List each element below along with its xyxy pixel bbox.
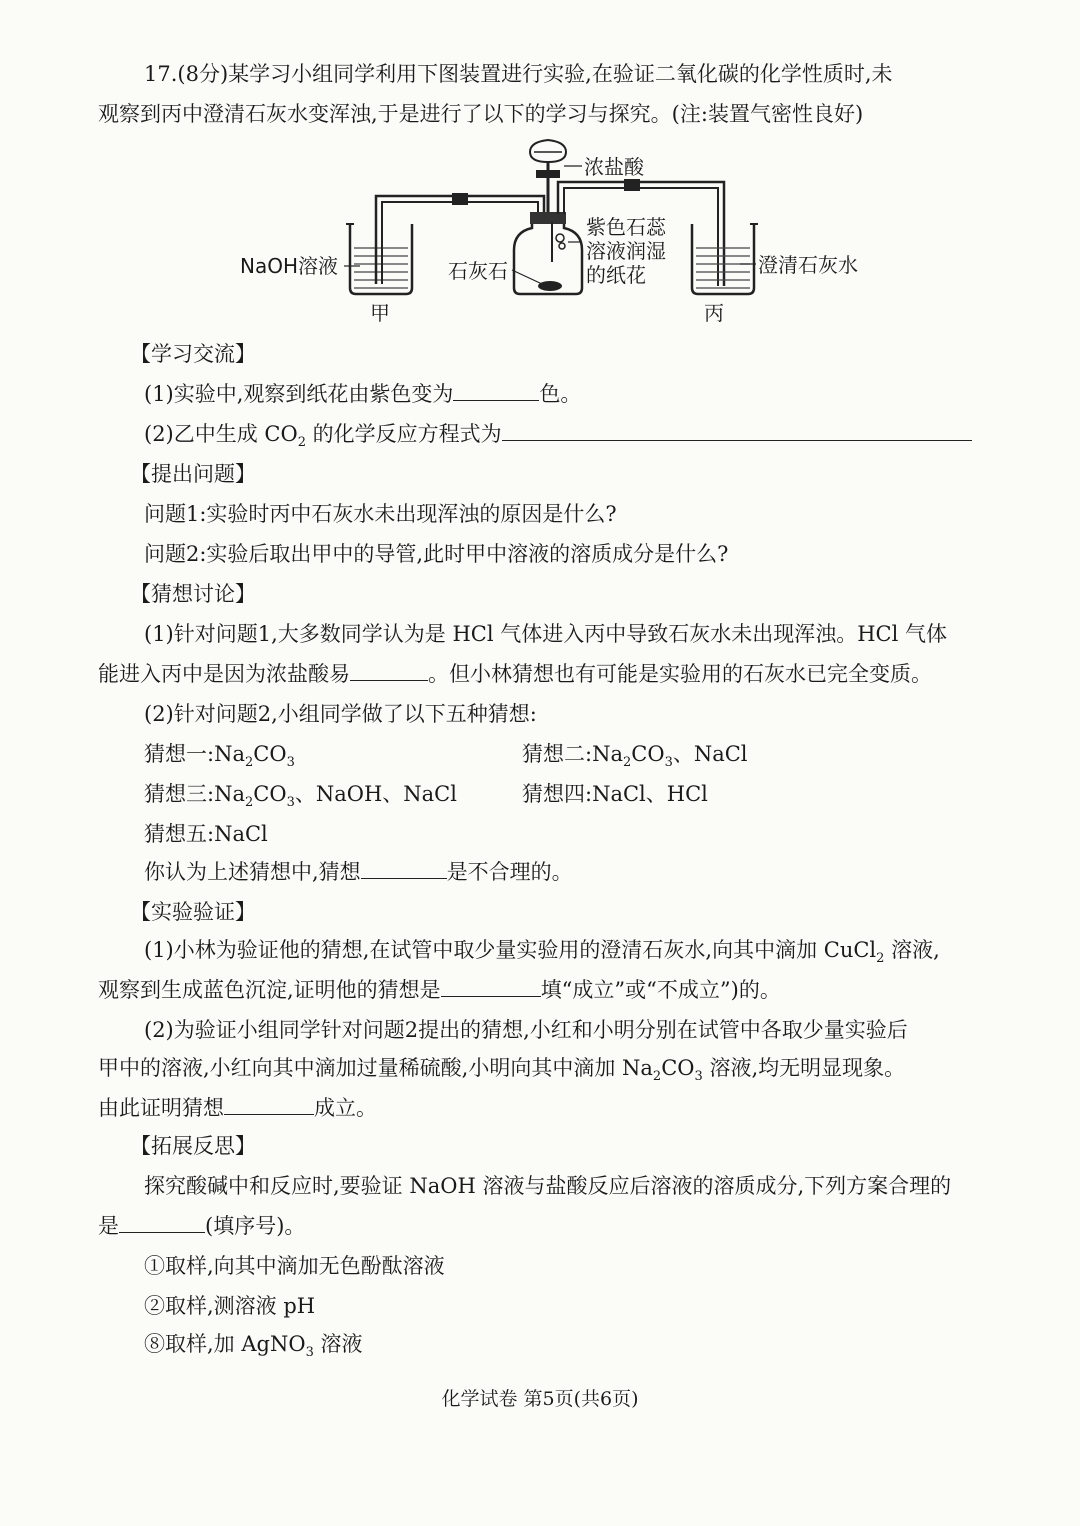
guess-4: 猜想四:NaCl、HCl: [522, 782, 708, 806]
rubber-connector-left: [452, 193, 468, 205]
hypothesis-line-4: 你认为上述猜想中,猜想 是不合理的。: [144, 860, 573, 884]
option-2: ②取样,测溶液 pH: [144, 1294, 316, 1318]
beaker-jia: [346, 224, 412, 294]
hypothesis-line-2: 能进入丙中是因为浓盐酸易 。但小林猜想也有可能是实验用的石灰水已完全变质。: [98, 662, 932, 686]
answer-blank-options[interactable]: [119, 1212, 205, 1233]
problem-2: 问题2:实验后取出甲中的导管,此时甲中溶液的溶质成分是什么?: [144, 542, 729, 566]
verification-line-2: 观察到生成蓝色沉淀,证明他的猜想是 填“成立”或“不成立”)的。: [98, 978, 781, 1002]
label-paper-flower-1: 紫色石蕊: [586, 215, 666, 239]
answer-blank-color[interactable]: [453, 380, 539, 401]
verification-line-3: (2)为验证小组同学针对问题2提出的猜想,小红和小明分别在试管中各取少量实验后: [144, 1018, 908, 1042]
option-3: ⑧取样,加 AgNO$_3$ 溶液: [144, 1332, 363, 1361]
label-naoh-solution: NaOH溶液: [240, 254, 338, 278]
heading-study-exchange: 【学习交流】: [130, 342, 256, 366]
flask-yi: [514, 212, 582, 294]
page-footer: 化学试卷 第5页(共6页): [441, 1388, 639, 1410]
hypothesis-line-3: (2)针对问题2,小组同学做了以下五种猜想:: [144, 702, 537, 726]
guess-3: 猜想三$:Na_2CO_3$、NaOH、NaCl: [144, 782, 457, 811]
rubber-connector-right: [624, 179, 640, 191]
hypothesis-line-1: (1)针对问题1,大多数同学认为是 HCl 气体进入丙中导致石灰水未出现浑浊。HCl 气体: [144, 622, 948, 646]
heading-hypothesis: 【猜想讨论】: [130, 582, 256, 606]
label-paper-flower-3: 的纸花: [586, 263, 646, 287]
apparatus-diagram: [230, 138, 910, 330]
answer-blank-valid[interactable]: [441, 976, 541, 997]
question-intro-line-2: 观察到丙中澄清石灰水变浑浊,于是进行了以下的学习与探究。(注:装置气密性良好): [98, 102, 864, 126]
label-bing: 丙: [704, 301, 724, 325]
label-conc-hcl: 浓盐酸: [584, 155, 644, 179]
label-paper-flower-2: 溶液润湿: [586, 239, 666, 263]
answer-blank-volatile[interactable]: [350, 660, 428, 681]
heading-reflection: 【拓展反思】: [130, 1134, 256, 1158]
answer-blank-valid-guess[interactable]: [224, 1094, 314, 1115]
label-limewater: 澄清石灰水: [758, 253, 858, 277]
verification-line-5: 由此证明猜想 成立。: [98, 1096, 377, 1120]
problem-1: 问题1:实验时丙中石灰水未出现浑浊的原因是什么?: [144, 502, 617, 526]
verification-line-4: 甲中的溶液,小红向其中滴加过量稀硫酸,小明向其中滴加 $Na_2CO_3$ 溶液,均无明显现象。: [98, 1056, 906, 1085]
option-1: ①取样,向其中滴加无色酚酞溶液: [144, 1254, 445, 1278]
question-intro-line-1: 17.(8分)某学习小组同学利用下图装置进行实验,在验证二氧化碳的化学性质时,未: [144, 62, 893, 86]
reflection-line-2: 是 (填序号)。: [98, 1214, 306, 1238]
verification-line-1: (1)小林为验证他的猜想,在试管中取少量实验用的澄清石灰水,向其中滴加 CuCl$_2$ 溶液,: [144, 938, 940, 967]
answer-blank-equation[interactable]: [502, 420, 972, 441]
guess-5: 猜想五:NaCl: [144, 822, 268, 846]
heading-raise-question: 【提出问题】: [130, 462, 256, 486]
q1-line: (1)实验中,观察到纸花由紫色变为 色。: [144, 382, 582, 406]
q2-line: (2)乙中生成 $CO_2$ 的化学反应方程式为: [144, 420, 972, 448]
label-limestone: 石灰石: [448, 259, 508, 283]
answer-blank-unreasonable-guess[interactable]: [361, 858, 447, 879]
guess-1: 猜想一$:Na_2CO_3$: [144, 742, 295, 771]
reflection-line-1: 探究酸碱中和反应时,要验证 NaOH 溶液与盐酸反应后溶液的溶质成分,下列方案合理的: [144, 1174, 952, 1198]
heading-verification: 【实验验证】: [130, 900, 256, 924]
label-jia: 甲: [370, 301, 390, 325]
guess-2: 猜想二$:Na_2CO_3$、NaCl: [522, 742, 748, 771]
